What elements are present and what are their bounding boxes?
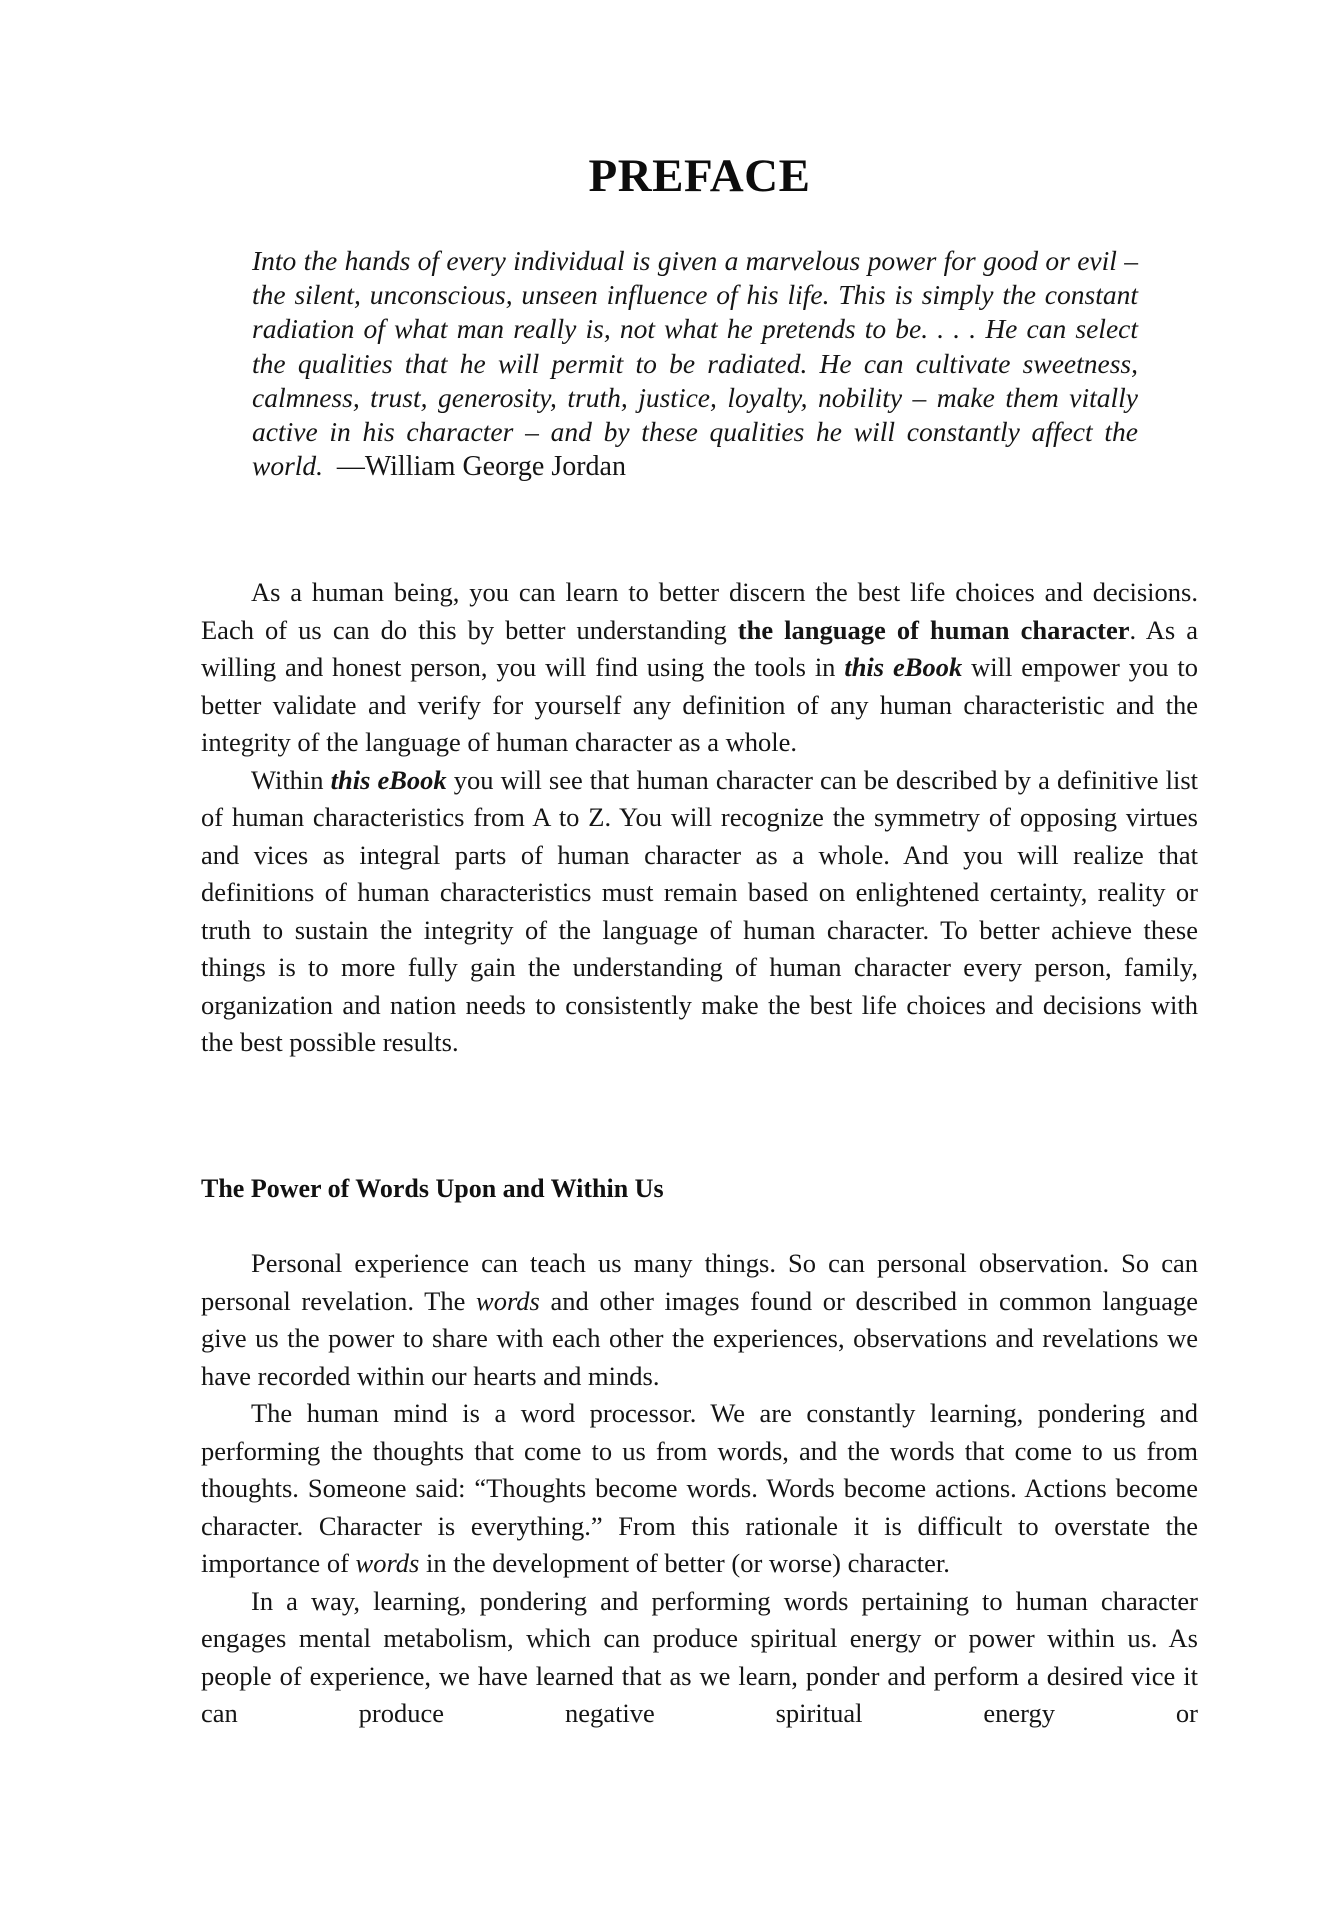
text-run: in the development of better (or worse) character. [419,1548,950,1578]
emphasis-bold-italic: this eBook [844,652,963,682]
text-run: and other images found or described in common language give us the power to share with each other the experiences, observations and revelations we have recorded within our hearts and minds. [201,1285,1198,1391]
text-run: In a way, learning, pondering and performing words pertaining to human character engages mental metabolism, which can produce spiritual energy or power within us. As people of experience, we have learned that as we learn, ponder and perform a desired vice it can produce negative spiritual energy or [201,1585,1198,1728]
text-run: As a human being, you can learn to better discern the best life choices and decisions. Each of us can do this by better understanding [201,577,1198,645]
section-paragraph-1 [201,1245,1198,1395]
text-run: will empower you to better validate and verify for yourself any definition of any human characteristic and the integrity of the language of human character as a whole. [201,652,1198,757]
intro-paragraph-1 [201,574,1198,762]
epigraph-attribution: —William George Jordan [336,451,626,483]
text-run: you will see that human character can be described by a definitive list of human characteristics from A to Z. You will recognize the symmetry of opposing virtues and vices as integral parts of human character as a whole. And you will realize that definitions of human characteristics must remain based on enlightened certainty, reality or truth to sustain the integrity of the language of human character. To better achieve these things is to more fully gain the understanding of human character every person, family, organization and nation needs to consistently make the best life choices and decisions with the best possible results. [201,764,1198,1057]
power-of-words-section [201,1245,1198,1733]
emphasis-bold: the language of human character [737,614,1130,645]
emphasis-bold-italic: this eBook [330,764,447,795]
section-paragraph-3 [201,1583,1198,1733]
text-run: Personal experience can teach us many things. So can personal observation. So can personal revelation. The [201,1248,1198,1316]
intro-section [201,574,1198,1062]
text-run: The human mind is a word processor. We are constantly learning, pondering and performing the thoughts that come to us from words, and the words that come to us from thoughts. Someone said: “Thoughts become words. Words become actions. Actions become character. Character is everything.” From this rationale it is difficult to overstate the importance of [201,1398,1198,1578]
text-run: Within [251,764,331,795]
text-run: . As a willing and honest person, you will find using the tools in [201,614,1199,682]
emphasis-italic: words [476,1285,540,1316]
page-title: PREFACE [588,150,811,202]
emphasis-italic: words [355,1548,420,1578]
intro-paragraph-2 [201,762,1198,1062]
epigraph-quote [252,244,1138,484]
section-heading: The Power of Words Upon and Within Us [201,1174,664,1203]
epigraph-text: Into the hands of every individual is given a marvelous power for good or evil – the silent, unconscious, unseen influence of his life. This is simply the constant radiation of what man really is, not what he pretends to be. . . . He can select the qualities that he will permit to be radiated. He can cultivate sweetness, calmness, trust, generosity, truth, justice, loyalty, nobility – make them vitally active in his character – and by these qualities he will constantly affect the world. [252,245,1138,482]
section-paragraph-2 [201,1395,1198,1583]
